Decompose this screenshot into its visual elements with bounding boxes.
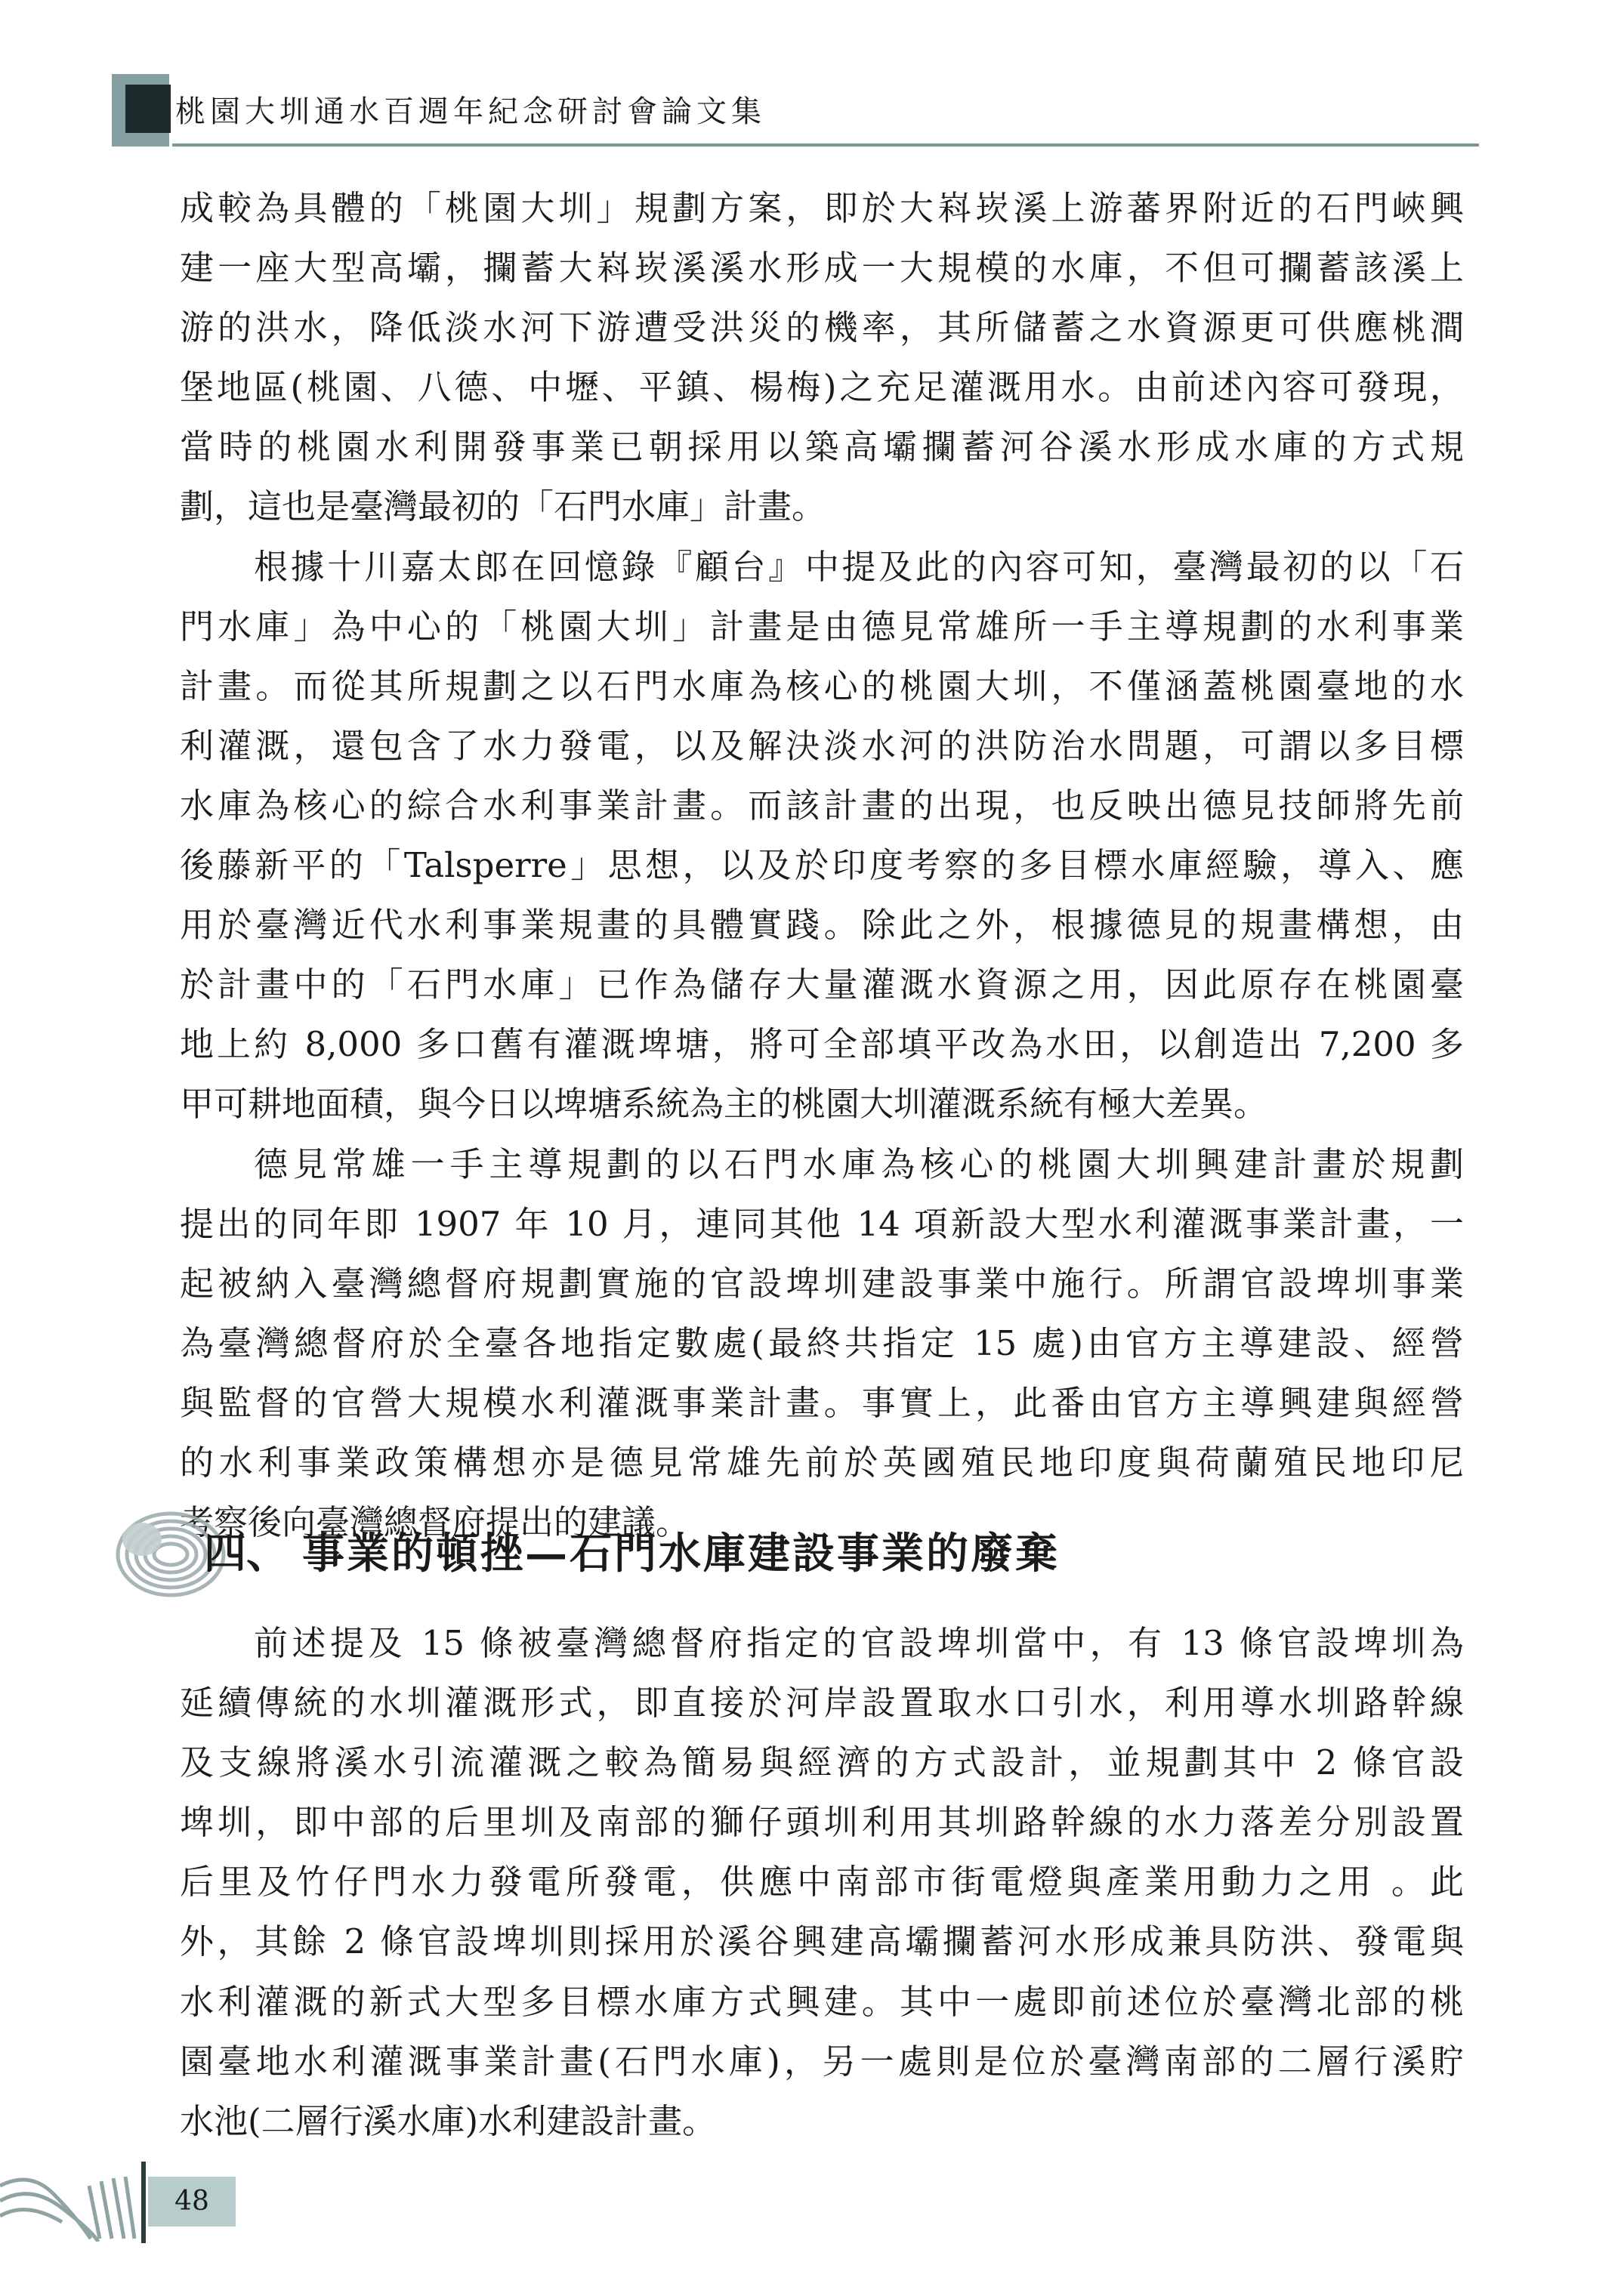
text-line: 為臺灣總督府於全臺各地指定數處(最終共指定 15 處)由官方主導建設、經營 xyxy=(180,1322,1464,1363)
text-line: 與監督的官營大規模水利灌溉事業計畫。事實上，此番由官方主導興建與經營 xyxy=(180,1382,1464,1423)
text-line: 甲可耕地面積，與今日以埤塘系統為主的桃園大圳灌溉系統有極大差異。 xyxy=(180,1084,1268,1125)
text-line: 堡地區(桃園、八德、中壢、平鎮、楊梅)之充足灌溉用水。由前述內容可發現， xyxy=(180,367,1464,408)
text-line: 水庫為核心的綜合水利事業計畫。而該計畫的出現，也反映出德見技師將先前 xyxy=(180,785,1464,826)
text-line: 門水庫」為中心的「桃園大圳」計畫是由德見常雄所一手主導規劃的水利事業 xyxy=(180,606,1464,647)
text-line: 地上約 8,000 多口舊有灌溉埤塘，將可全部填平改為水田，以創造出 7,200 多 xyxy=(180,1024,1464,1065)
text-line: 後藤新平的「Talsperre」思想，以及於印度考察的多目標水庫經驗，導入、應 xyxy=(180,845,1464,886)
text-line: 前述提及 15 條被臺灣總督府指定的官設埤圳當中，有 13 條官設埤圳為 xyxy=(254,1623,1464,1663)
text-line: 根據十川嘉太郎在回憶錄『顧台』中提及此的內容可知，臺灣最初的以「石 xyxy=(254,546,1464,587)
text-line: 於計畫中的「石門水庫」已作為儲存大量灌溉水資源之用，因此原存在桃園臺 xyxy=(180,964,1464,1005)
text-line: 及支線將溪水引流灌溉之較為簡易與經濟的方式設計，並規劃其中 2 條官設 xyxy=(180,1742,1464,1783)
text-line: 后里及竹仔門水力發電所發電，供應中南部市街電燈與產業用動力之用 。此 xyxy=(180,1862,1464,1903)
text-line: 延續傳統的水圳灌溉形式，即直接於河岸設置取水口引水，利用導水圳路幹線 xyxy=(180,1683,1464,1724)
text-line: 埤圳，即中部的后里圳及南部的獅仔頭圳利用其圳路幹線的水力落差分別設置 xyxy=(180,1802,1464,1843)
body-text-top xyxy=(180,178,1464,1552)
text-line: 計畫。而從其所規劃之以石門水庫為核心的桃園大圳，不僅涵蓋桃園臺地的水 xyxy=(180,665,1464,706)
text-line: 利灌溉，還包含了水力發電，以及解決淡水河的洪防治水問題，可謂以多目標 xyxy=(180,725,1464,766)
paragraph xyxy=(180,1134,1464,1553)
footer-divider xyxy=(141,2162,146,2243)
header-decoration xyxy=(112,74,184,147)
section-number: 四、 xyxy=(204,1529,289,1579)
text-line: 外，其餘 2 條官設埤圳則採用於溪谷興建高壩攔蓄河水形成兼具防洪、發電與 xyxy=(180,1921,1464,1962)
section-title: 事業的頓挫—石門水庫建設事業的廢棄 xyxy=(302,1529,1060,1579)
paragraph xyxy=(180,537,1464,1134)
text-line: 當時的桃園水利開發事業已朝採用以築高壩攔蓄河谷溪水形成水庫的方式規 xyxy=(180,427,1464,468)
text-line: 游的洪水，降低淡水河下游遭受洪災的機率，其所儲蓄之水資源更可供應桃澗 xyxy=(180,307,1464,348)
header-rule xyxy=(172,144,1479,147)
text-line: 園臺地水利灌溉事業計畫(石門水庫)，另一處則是位於臺灣南部的二層行溪貯 xyxy=(180,2041,1464,2082)
text-line: 起被納入臺灣總督府規劃實施的官設埤圳建設事業中施行。所謂官設埤圳事業 xyxy=(180,1263,1464,1304)
text-line: 水池(二層行溪水庫)水利建設計畫。 xyxy=(180,2100,717,2141)
page-number: 48 xyxy=(174,2186,209,2217)
text-line: 的水利事業政策構想亦是德見常雄先前於英國殖民地印度與荷蘭殖民地印尼 xyxy=(180,1442,1464,1483)
text-line: 劃，這也是臺灣最初的「石門水庫」計畫。 xyxy=(180,486,826,527)
header-square-front xyxy=(125,85,171,133)
section-heading xyxy=(112,1504,1396,1603)
text-line: 用於臺灣近代水利事業規畫的具體實踐。除此之外，根據德見的規畫構想，由 xyxy=(180,905,1464,946)
running-header-title: 桃園大圳通水百週年紀念研討會論文集 xyxy=(175,94,766,129)
paragraph xyxy=(180,1613,1464,2151)
footer-wave-icon xyxy=(0,2163,147,2242)
text-line: 提出的同年即 1907 年 10 月，連同其他 14 項新設大型水利灌溉事業計畫，一 xyxy=(180,1203,1464,1244)
text-line: 成較為具體的「桃園大圳」規劃方案，即於大嵙崁溪上游蕃界附近的石門峽興 xyxy=(180,188,1464,228)
paragraph xyxy=(180,178,1464,537)
text-line: 德見常雄一手主導規劃的以石門水庫為核心的桃園大圳興建計畫於規劃 xyxy=(254,1143,1464,1184)
body-text-bottom xyxy=(180,1613,1464,2151)
text-line: 考察後向臺灣總督府提出的建議。 xyxy=(180,1502,690,1543)
text-line: 建一座大型高壩，攔蓄大嵙崁溪溪水形成一大規模的水庫，不但可攔蓄該溪上 xyxy=(180,248,1464,289)
text-line: 水利灌溉的新式大型多目標水庫方式興建。其中一處即前述位於臺灣北部的桃 xyxy=(180,1981,1464,2022)
